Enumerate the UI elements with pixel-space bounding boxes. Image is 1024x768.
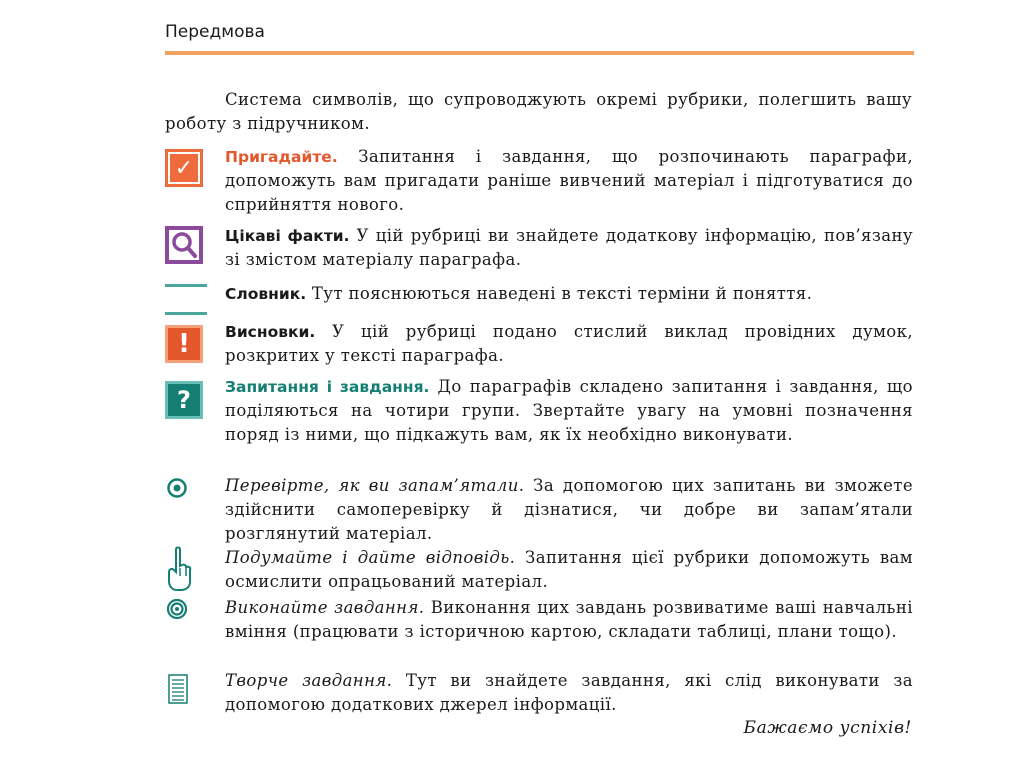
rubric-text: Тут ви знайдете завдання, які слід виконувати за допомогою додаткових джерел інформації. xyxy=(225,671,914,714)
rubric-text: Запитання і завдання, що розпочинають параграфи, допоможуть вам пригадати раніше вивчений матеріал і підготуватися до сприйняття нового. xyxy=(225,147,913,214)
rubric-think-answer xyxy=(225,546,913,594)
document-icon xyxy=(168,674,188,708)
rubric-title: Пригадайте. xyxy=(225,148,338,166)
rubric-title: Запитання і завдання. xyxy=(225,378,430,396)
rubric-check-memory xyxy=(225,474,913,546)
checkmark-icon: ✓ xyxy=(165,149,203,187)
rubric-do-task xyxy=(225,596,913,644)
target-rings-icon xyxy=(166,598,188,624)
rubric-glossary xyxy=(225,282,913,306)
rubric-recall xyxy=(225,145,913,217)
rubric-text: За допомогою цих запитань ви зможете здійснити самоперевірку й дізнатися, чи добре ви запам’ятали розглянутий матеріал. xyxy=(225,476,913,543)
rubric-facts xyxy=(225,224,913,272)
rubric-conclusions xyxy=(225,320,913,368)
rubric-title: Висновки. xyxy=(225,323,316,341)
line-icon xyxy=(165,312,207,315)
rubric-title: Перевірте, як ви запам’ятали. xyxy=(225,476,525,495)
question-icon: ? xyxy=(165,381,203,419)
rubric-text: У цій рубриці подано стислий виклад провідних думок, розкритих у тексті параграфа. xyxy=(225,322,913,365)
rubric-title: Виконайте завдання. xyxy=(225,598,425,617)
rubric-text: Запитання цієї рубрики допоможуть вам осмислити опрацьований матеріал. xyxy=(225,548,914,591)
rubric-text: Виконання цих завдань розвиватиме ваші навчальні вміння (працювати з історичною картою, складати таблиці, плани тощо). xyxy=(225,598,913,641)
rubric-text: До параграфів складено запитання і завдання, що поділяються на чотири групи. Звертайте увагу на умовні позначення поряд із ними, що підкажуть вам, як їх необхідно виконувати. xyxy=(225,377,913,444)
target-dot-icon xyxy=(166,477,188,503)
line-icon xyxy=(165,284,207,287)
rubric-text: У цій рубриці ви знайдете додаткову інформацію, пов’язану зі змістом матеріалу параграфа. xyxy=(225,226,914,269)
rubric-creative xyxy=(225,669,913,717)
intro-paragraph: Система символів, що супроводжують окремі рубрики, полегшить вашу роботу з підручником. xyxy=(165,90,912,133)
rubric-text: Тут пояснюються наведені в тексті терміни й поняття. xyxy=(306,284,813,303)
rubric-title: Подумайте і дайте відповідь. xyxy=(225,548,516,567)
rubric-title: Цікаві факти. xyxy=(225,227,350,245)
pointing-hand-icon xyxy=(165,546,193,596)
rubric-title: Словник. xyxy=(225,285,307,303)
magnifier-icon xyxy=(165,226,203,264)
closing-wish: Бажаємо успіхів! xyxy=(743,718,912,738)
rubric-questions xyxy=(225,375,913,447)
page-header-title: Передмова xyxy=(165,22,265,42)
header-divider xyxy=(165,51,914,55)
rubric-title: Творче завдання. xyxy=(225,671,393,690)
exclamation-icon: ! xyxy=(165,325,203,363)
